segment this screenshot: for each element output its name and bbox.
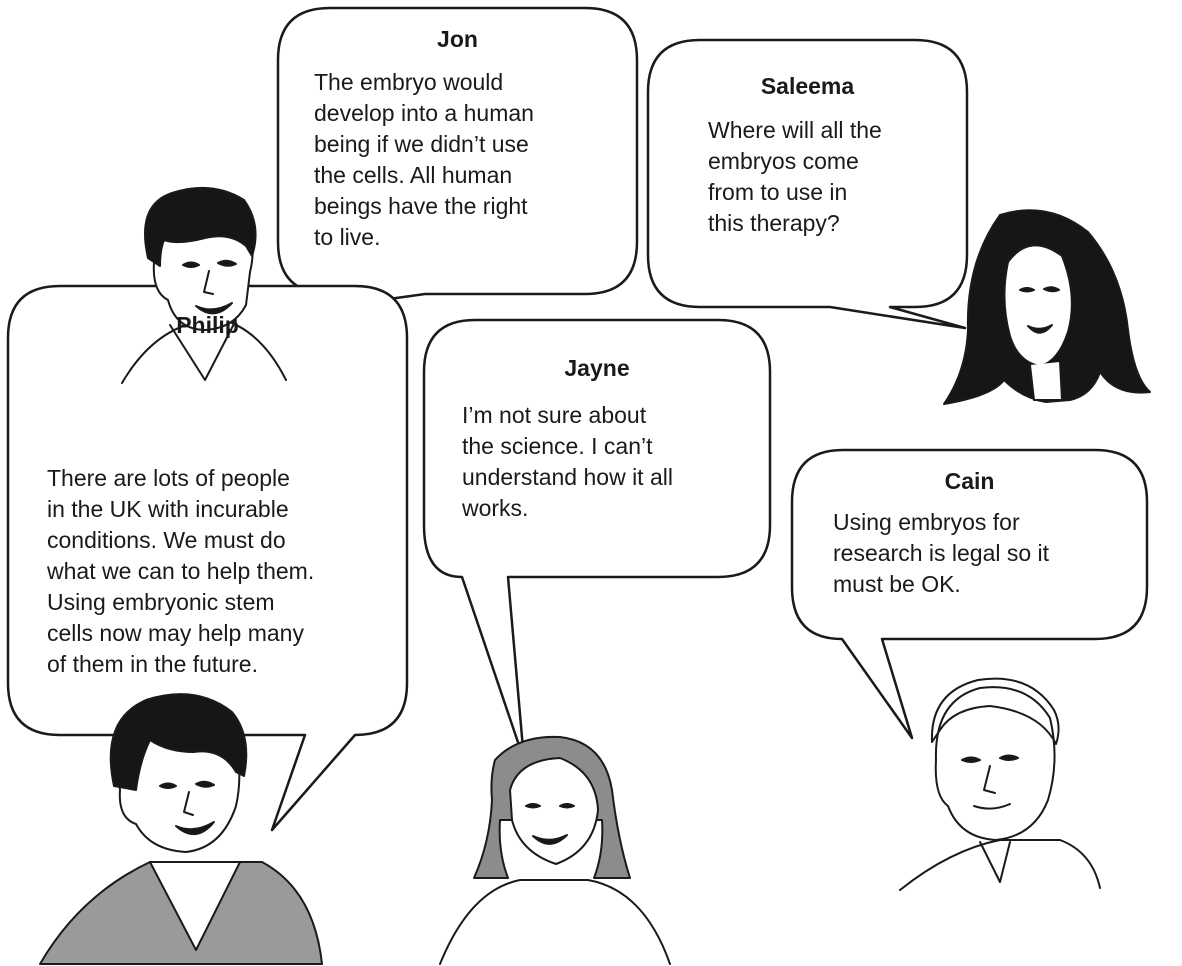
- quote-line: this therapy?: [708, 210, 840, 236]
- speaker-name-saleema: Saleema: [760, 73, 855, 99]
- quote-line: from to use in: [708, 179, 848, 205]
- cain-portrait: [900, 679, 1100, 890]
- quote-line: of them in the future.: [47, 651, 258, 677]
- quote-jon: [314, 67, 534, 253]
- quote-line: embryos come: [708, 148, 859, 174]
- quote-line: what we can to help them.: [47, 558, 315, 584]
- quote-jayne: [462, 400, 673, 524]
- quote-line: being if we didn’t use: [314, 131, 529, 157]
- saleema-portrait: [944, 210, 1150, 404]
- quote-line: cells now may help many: [47, 620, 304, 646]
- speech-bubble-jayne: [424, 320, 770, 760]
- jayne-portrait: [440, 737, 670, 964]
- quote-line: to live.: [314, 224, 381, 250]
- quote-line: Where will all the: [708, 117, 882, 143]
- quote-line: works.: [462, 495, 529, 521]
- quote-cain: [833, 507, 1049, 600]
- quote-line: must be OK.: [833, 571, 961, 597]
- quote-line: There are lots of people: [47, 465, 290, 491]
- speaker-name-jon: Jon: [437, 26, 478, 52]
- quote-line: beings have the right: [314, 193, 528, 219]
- quote-line: understand how it all: [462, 464, 673, 490]
- speaker-name-philip: Philip: [176, 312, 239, 338]
- quote-philip: [47, 463, 314, 680]
- quote-line: in the UK with incurable: [47, 496, 289, 522]
- quote-line: The embryo would: [314, 69, 504, 95]
- quote-line: research is legal so it: [833, 540, 1050, 566]
- quote-line: the science. I can’t: [462, 433, 653, 459]
- quote-line: the cells. All human: [314, 162, 513, 188]
- quote-line: I’m not sure about: [462, 402, 647, 428]
- speaker-name-jayne: Jayne: [564, 355, 630, 381]
- speaker-name-cain: Cain: [944, 468, 995, 494]
- quote-line: develop into a human: [314, 100, 534, 126]
- quote-line: Using embryonic stem: [47, 589, 275, 615]
- quote-line: Using embryos for: [833, 509, 1020, 535]
- quote-saleema: [708, 115, 882, 239]
- quote-line: conditions. We must do: [47, 527, 286, 553]
